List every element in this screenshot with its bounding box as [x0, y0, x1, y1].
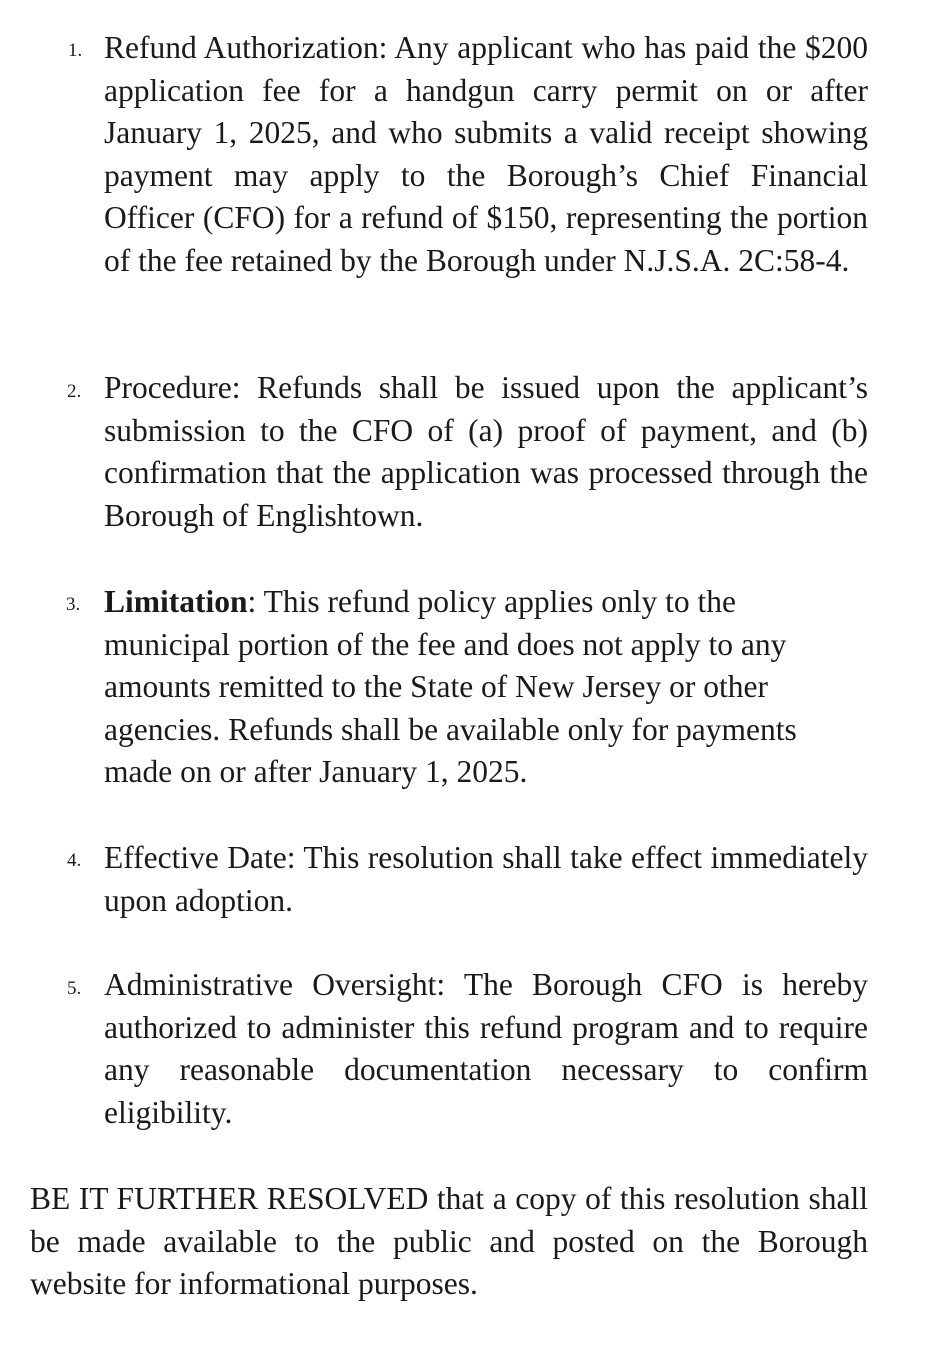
- item-number: 5.: [67, 978, 82, 999]
- administrative-oversight-paragraph: Administrative Oversight: The Borough CFO is hereby authorized to administer this refund program and to require any reasonable documentation necessary to confirm eligibility.: [104, 967, 868, 1130]
- effective-date-paragraph: Effective Date: This resolution shall take effect immediately upon adoption.: [104, 840, 868, 918]
- item-number: 1.: [68, 40, 83, 61]
- limitation-text: : This refund policy applies only to the municipal portion of the fee and does not apply to any amounts remitted to the State of New Jersey or other agencies. Refunds shall be available only for payments made on or after January 1, 2025.: [104, 584, 797, 790]
- limitation-heading: Limitation: [104, 584, 248, 619]
- item-number: 3.: [66, 594, 81, 615]
- item-number: 4.: [67, 850, 82, 871]
- refund-authorization-paragraph: Refund Authorization: Any applicant who has paid the $200 application fee for a handgun carry permit on or after January 1, 2025, and who submits a valid receipt showing payment may apply to the Borough’s Chief Financial Officer (CFO) for a refund of $150, representing the portion of the fee retained by the Borough under N.J.S.A. 2C:58-4.: [104, 30, 868, 278]
- limitation-paragraph: [104, 581, 854, 794]
- item-number: 2.: [67, 381, 82, 402]
- procedure-paragraph: Procedure: Refunds shall be issued upon the applicant’s submission to the CFO of (a) proof of payment, and (b) confirmation that the application was processed through the Borough of Englishtown.: [104, 370, 868, 533]
- further-resolved-paragraph: BE IT FURTHER RESOLVED that a copy of this resolution shall be made available to the public and posted on the Borough website for informational purposes.: [30, 1181, 868, 1302]
